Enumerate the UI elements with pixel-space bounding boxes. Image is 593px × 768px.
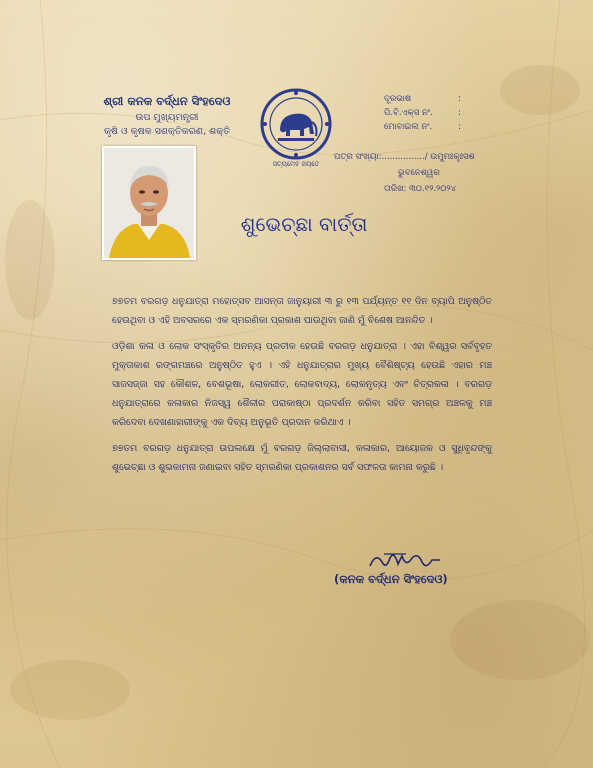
portrait-photo-icon	[102, 146, 196, 260]
letter-place: ଭୁବନେଶ୍ୱର	[398, 168, 440, 178]
contact-value: :	[458, 122, 461, 132]
contact-row-mobile	[384, 120, 461, 134]
letter-heading: ଶୁଭେଚ୍ଛା ବାର୍ତ୍ତା	[240, 212, 368, 236]
body-paragraph: ୭୭ତମ ବରଗଡ଼ ଧନୁଯାତ୍ରା ଉପଲକ୍ଷେ ମୁଁ ବରଗଡ଼ ଜିଲ୍ଲାବାସୀ, କଳାକାର, ଆୟୋଜକ ଓ ସୁଧିବୃନ୍ଦଙ୍କୁ ଶୁଭେଚ୍ଛା ଓ ଶୁଭକାମନା ଜଣାଇବା ସହିତ ସ୍ମରଣିକା ପ୍ରକାଶନର ସର୍ବ ସଫଳତା କାମନା କରୁଛି ।	[112, 443, 492, 473]
emblem-caption: ସତ୍ୟମେବ ଜୟତେ	[272, 160, 320, 168]
contact-row-phone	[384, 92, 461, 106]
odisha-government-emblem-icon	[258, 86, 334, 162]
signatory-name: (କନକ ବର୍ଦ୍ଧନ ସିଂହଦେଓ)	[334, 572, 448, 586]
handwritten-signature-icon	[366, 548, 462, 574]
sender-block	[92, 94, 242, 137]
contact-row-pbx	[384, 106, 461, 120]
contact-value: :	[458, 108, 461, 118]
sender-department: କୃଷି ଓ କୃଷକ ସଶକ୍ତିକରଣ, ଶକ୍ତି	[103, 126, 231, 137]
letter-date: ତାରିଖ: ୩୦.୧୨.୨୦୨୪	[384, 184, 457, 194]
contact-info	[384, 92, 461, 134]
contact-label: ମୋବାଇଲ ନଂ.	[384, 122, 433, 132]
body-paragraph: ୭୭ତମ ବରଗଡ଼ ଧନୁଯାତ୍ରା ମହୋତ୍ସବ ଆସନ୍ତା ଜାନୁୟାରୀ ୩ ରୁ ୧୩ ପର୍ଯ୍ୟନ୍ତ ୧୧ ଦିନ ବ୍ୟାପି ଅନୁଷ୍ଠିତ ହେଉଥିବା ଓ ଏହି ଅବସରରେ ଏକ ସ୍ମରଣିକା ପ୍ରକାଶ ପାଉଥିବା ଜାଣି ମୁଁ ବିଶେଷ ଆନନ୍ଦିତ ।	[112, 296, 492, 326]
sender-name: ଶ୍ରୀ କନକ ବର୍ଦ୍ଧନ ସିଂହଦେଓ	[103, 94, 231, 108]
body-paragraph: ଓଡ଼ିଶା କଳା ଓ ଲୋକ ସଂସ୍କୃତିର ଅନନ୍ୟ ପ୍ରତୀକ ହେଉଛି ବରଗଡ଼ ଧନୁଯାତ୍ରା । ଏହା ବିଶ୍ୱର ସର୍ବବୃହତ ମୁକ୍ତାକାଶ ରଙ୍ଗମଞ୍ଚରେ ଅନୁଷ୍ଠିତ ହୁଏ । ଏହି ଧନୁଯାତ୍ରାର ମୁଖ୍ୟ ବୈଶିଷ୍ଟ୍ୟ ହେଉଛି ଏହାର ମଞ୍ଚ ସାଜସଜ୍ଜା ସହ କୌଶଳ, ବେଶଭୂଷା, ଲୋକଗୀତ, ଲୋକବାଦ୍ୟ, ଲୋକନୃତ୍ୟ ଏବଂ ଚିତ୍ରକଳା । ବରଗଡ଼ ଧନୁଯାତ୍ରାରେ କଳାକାର ନିଜସ୍ୱ ଶୈଳୀର ପରାକାଷ୍ଠା ପ୍ରଦର୍ଶନ କରିବା ସହିତ ସମଗ୍ର ଅଞ୍ଚଳକୁ ମଞ୍ଚ କରିଦେବା ଦେଖଣାହାରୀଙ୍କୁ ଏକ ଦିବ୍ୟ ଅନୁଭୂତି ପ୍ରଦାନ କରିଥାଏ ।	[112, 341, 492, 428]
contact-label: ଦୂରଭାଷ	[384, 94, 412, 104]
letter-body	[112, 292, 492, 484]
letter-reference: ପତ୍ର ସଂଖ୍ୟା:................/ ଉମୁମଃକୃଃସଶ	[334, 152, 475, 162]
contact-value: :	[458, 94, 461, 104]
contact-label: ପି.ବି.ଏକ୍ସ ନଂ.	[384, 108, 433, 118]
sender-designation: ଉପ ମୁଖ୍ୟମନ୍ତ୍ରୀ	[135, 112, 199, 123]
